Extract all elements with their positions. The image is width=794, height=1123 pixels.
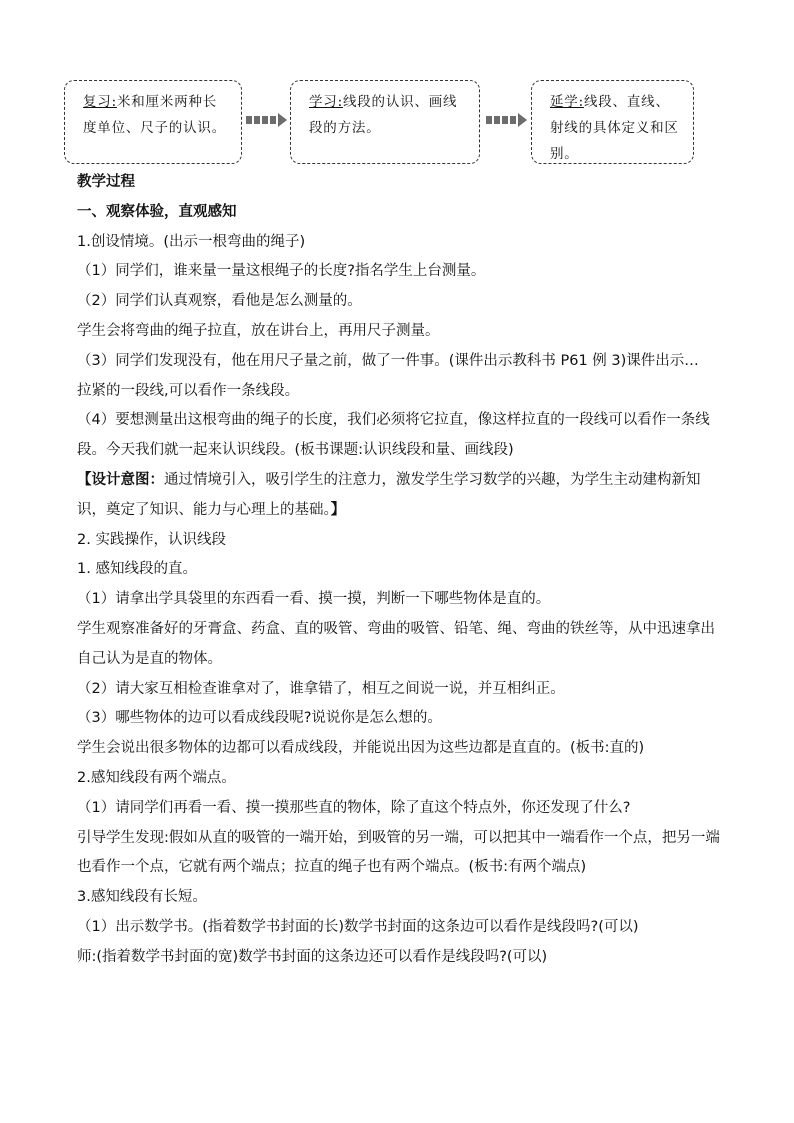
paragraph: 学生观察准备好的牙膏盒、药盒、直的吸管、弯曲的吸管、铅笔、绳、弯曲的铁丝等，从中迅速拿出自己认为是直的物体。: [77, 620, 715, 667]
design-intent-text: 通过情境引入，吸引学生的注意力，激发学生学习数学的兴趣，为学生主动建构新知识，奠定了知识、能力与心理上的基础。: [77, 471, 701, 518]
review-box-text: 米和厘米两种长度单位、尺子的认识。: [83, 94, 226, 136]
paragraph: 引导学生发现:假如从直的吸管的一端开始，到吸管的另一端，可以把其中一端看作一个点，把另一端也看作一个点，它就有两个端点；拉直的绳子也有两个端点。(板书:有两个端点): [77, 829, 720, 876]
review-box: [64, 80, 242, 164]
design-intent-label: 【设计意图：: [77, 471, 164, 488]
paragraph: 拉紧的一段线,可以看作一条线段。: [77, 382, 300, 399]
paragraph: （3）哪些物体的边可以看成线段呢?说说你是怎么想的。: [77, 710, 442, 727]
paragraph: 1. 感知线段的直。: [77, 561, 197, 578]
paragraph: （1）同学们，谁来量一量这根绳子的长度?指名学生上台测量。: [77, 263, 486, 280]
paragraph: （1）请拿出学具袋里的东西看一看、摸一摸，判断一下哪些物体是直的。: [77, 591, 551, 608]
extend-box-heading: 延学:: [550, 94, 584, 110]
flow-arrow-2: [486, 113, 527, 127]
learn-box-text: 线段的认识、画线段的方法。: [309, 94, 458, 136]
paragraph: （2）请大家互相检查谁拿对了，谁拿错了，相互之间说一说，并互相纠正。: [77, 680, 565, 697]
paragraph: （4）要想测量出这根弯曲的绳子的长度，我们必须将它拉直，像这样拉直的一段线可以看作一条线段。今天我们就一起来认识线段。(板书课题:认识线段和量、画线段): [77, 412, 710, 459]
paragraph: （1）请同学们再看一看、摸一摸那些直的物体，除了直这个特点外，你还发现了什么?: [77, 799, 631, 816]
design-intent: [77, 466, 727, 526]
learn-box: [290, 80, 480, 164]
paragraph: 学生会说出很多物体的边都可以看成线段，并能说出因为这些边都是直直的。(板书:直的): [77, 740, 645, 757]
paragraph: （3）同学们发现没有，他在用尺子量之前，做了一件事。(课件出示教科书 P61 例 3)课件出示…: [77, 352, 699, 369]
page-title: 教学过程: [77, 174, 135, 190]
extend-box: [531, 80, 694, 164]
learn-box-heading: 学习:: [309, 94, 343, 110]
lesson-content: [77, 168, 727, 973]
paragraph: （2）同学们认真观察，看他是怎么测量的。: [77, 293, 362, 310]
paragraph: 2.感知线段有两个端点。: [77, 769, 236, 786]
paragraph: 3.感知线段有长短。: [77, 889, 207, 906]
review-box-heading: 复习:: [83, 94, 117, 110]
paragraph: 2. 实践操作，认识线段: [77, 531, 226, 548]
paragraph: 师:(指着数学书封面的宽)数学书封面的这条边还可以看作是线段吗?(可以): [77, 948, 548, 965]
flow-arrow-1: [246, 113, 287, 127]
paragraph: 1.创设情境。(出示一根弯曲的绳子): [77, 233, 306, 250]
design-intent-end: 】: [330, 501, 346, 518]
extend-box-text: 线段、直线、射线的具体定义和区别。: [550, 94, 679, 162]
section-heading-1: 一、观察体验，直观感知: [77, 203, 237, 220]
paragraph: （1）出示数学书。(指着数学书封面的长)数学书封面的这条边可以看作是线段吗?(可以): [77, 918, 639, 935]
paragraph: 学生会将弯曲的绳子拉直，放在讲台上，再用尺子测量。: [77, 322, 440, 339]
